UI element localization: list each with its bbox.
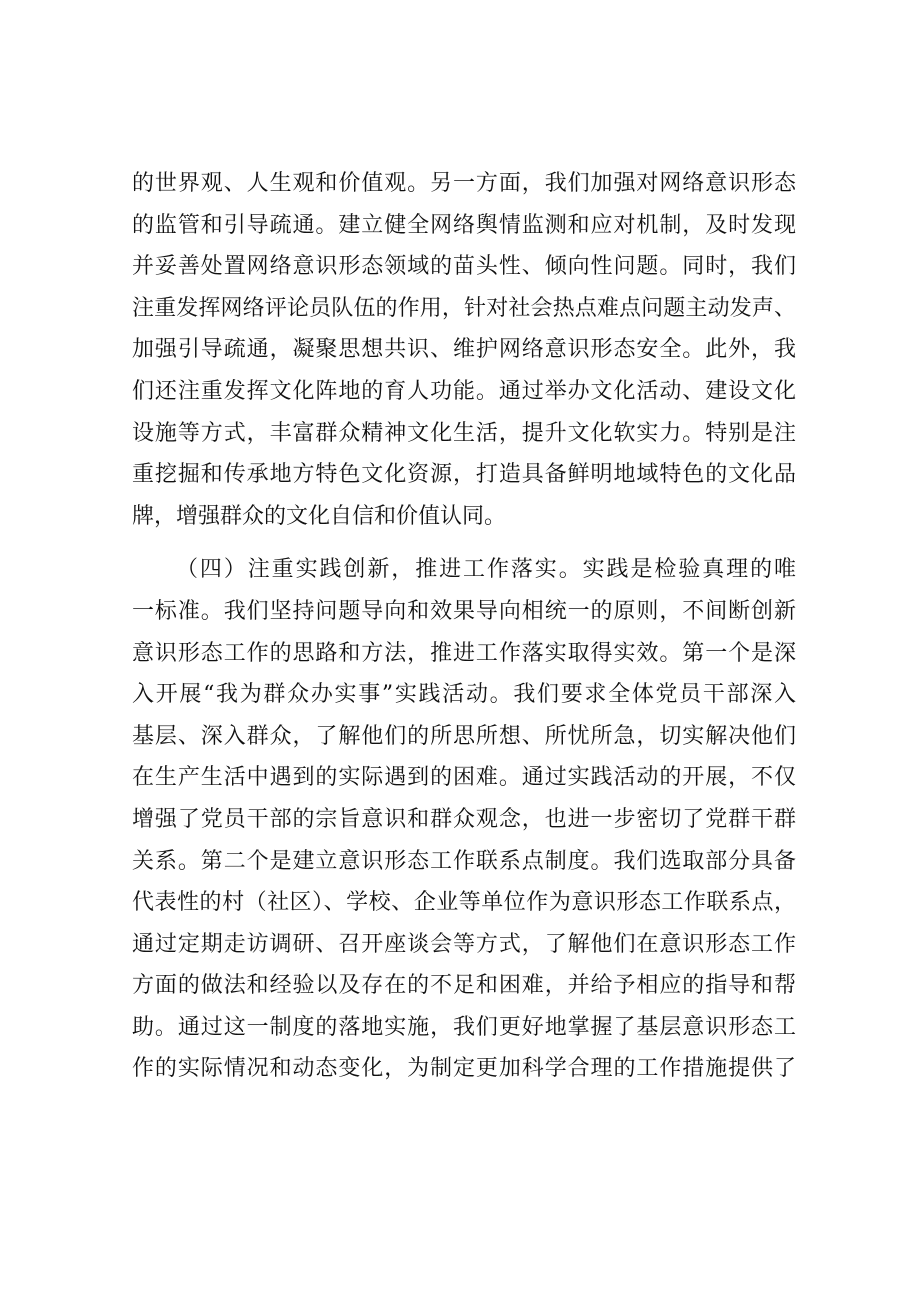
body-text <box>132 163 796 1090</box>
text-line: 增强了党员干部的宗旨意识和群众观念，也进一步密切了党群干群 <box>132 806 796 832</box>
paragraph-gap <box>132 537 796 549</box>
text-line: 并妥善处置网络意识形态领域的苗头性、倾向性问题。同时，我们 <box>132 254 796 280</box>
section-heading-line: （四）注重实践创新，推进工作落实。实践是检验真理的唯 <box>176 557 796 583</box>
text-line: 入开展“我为群众办实事”实践活动。我们要求全体党员干部深入 <box>132 682 796 708</box>
text-line: 重挖掘和传承地方特色文化资源，打造具备鲜明地域特色的文化品 <box>132 462 796 488</box>
text-line: 代表性的村（社区）、学校、企业等单位作为意识形态工作联系点， <box>132 890 796 916</box>
text-line: 方面的做法和经验以及存在的不足和困难，并给予相应的指导和帮 <box>132 973 796 999</box>
text-line: 助。通过这一制度的落地实施，我们更好地掌握了基层意识形态工 <box>132 1014 796 1040</box>
text-line: 的监管和引导疏通。建立健全网络舆情监测和应对机制，及时发现 <box>132 212 796 238</box>
text-line: 一标准。我们坚持问题导向和效果导向相统一的原则，不间断创新 <box>132 598 796 624</box>
text-line: 作的实际情况和动态变化，为制定更加科学合理的工作措施提供了 <box>132 1056 796 1082</box>
text-line: 牌，增强群众的文化自信和价值认同。 <box>132 503 507 529</box>
text-line: 在生产生活中遇到的实际遇到的困难。通过实践活动的开展，不仅 <box>132 765 796 791</box>
text-line: 们还注重发挥文化阵地的育人功能。通过举办文化活动、建设文化 <box>132 378 796 404</box>
text-line: 通过定期走访调研、召开座谈会等方式，了解他们在意识形态工作 <box>132 931 796 957</box>
text-line: 意识形态工作的思路和方法，推进工作落实取得实效。第一个是深 <box>132 640 796 666</box>
text-line: 注重发挥网络评论员队伍的作用，针对社会热点难点问题主动发声、 <box>132 295 796 321</box>
text-line: 设施等方式，丰富群众精神文化生活，提升文化软实力。特别是注 <box>132 420 796 446</box>
text-line: 的世界观、人生观和价值观。另一方面，我们加强对网络意识形态 <box>132 171 796 196</box>
text-line: 基层、深入群众，了解他们的所思所想、所忧所急，切实解决他们 <box>132 723 796 749</box>
text-line: 关系。第二个是建立意识形态工作联系点制度。我们选取部分具备 <box>132 848 796 874</box>
text-line: 加强引导疏通，凝聚思想共识、维护网络意识形态安全。此外，我 <box>132 337 796 363</box>
